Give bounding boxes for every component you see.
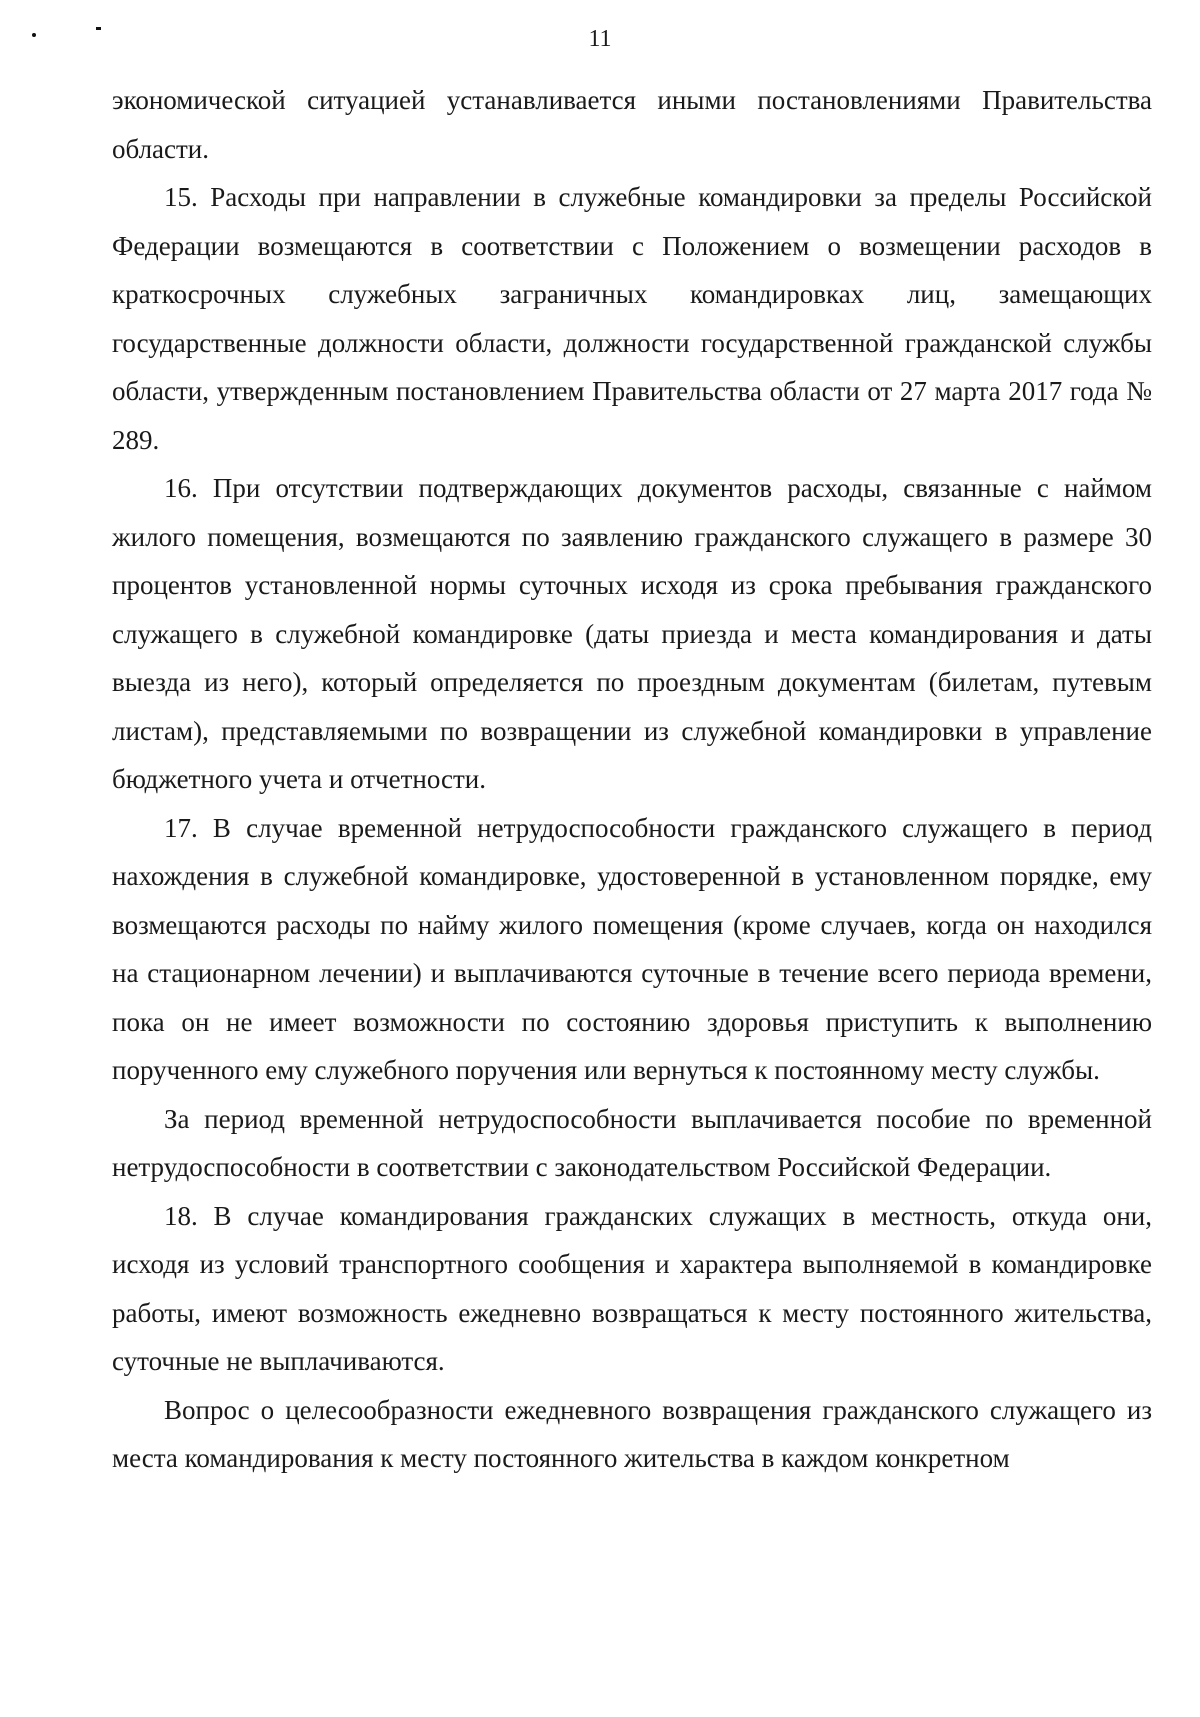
paragraph-18: 18. В случае командирования гражданских служащих в местность, откуда они, исходя из условий транспортного сообщения и характера выполняемой в командировке работы, имеют возможность ежедневно возвращаться к месту постоянного жительства, суточные не выплачиваются. <box>112 1200 1152 1376</box>
paragraph-16: 16. При отсутствии подтверждающих документов расходы, связанные с наймом жилого помещения, возмещаются по заявлению гражданского служащего в размере 30 процентов установленной нормы суточных исходя из срока пребывания гражданского служащего в служебной командировке (даты приезда и места командирования и даты выезда из него), который определяется по проездным документам (билетам, путевым листам), представляемыми по возвращении из служебной командировки в управление бюджетного учета и отчетности. <box>112 473 1152 794</box>
paragraph-15: 15. Расходы при направлении в служебные командировки за пределы Российской Федерации возмещаются в соответствии с Положением о возмещении расходов в краткосрочных служебных заграничных командировках лиц, замещающих государственные должности области, должности государственной гражданской службы области, утвержденным постановлением Правительства области от 27 марта 2017 года № 289. <box>112 182 1152 455</box>
document-body <box>112 76 1152 1483</box>
paragraph-17-sickness-allowance: За период временной нетрудоспособности выплачивается пособие по временной нетрудоспособности в соответствии с законодательством Российской Федерации. <box>112 1103 1152 1182</box>
paragraph-17: 17. В случае временной нетрудоспособности гражданского служащего в период нахождения в служебной командировке, удостоверенной в установленном порядке, ему возмещаются расходы по найму жилого помещения (кроме случаев, когда он находился на стационарном лечении) и выплачиваются суточные в течение всего периода времени, пока он не имеет возможности по состоянию здоровья приступить к выполнению порученного ему служебного поручения или вернуться к постоянному месту службы. <box>112 812 1152 1085</box>
paragraph-18-daily-return: Вопрос о целесообразности ежедневного возвращения гражданского служащего из места командирования к месту постоянного жительства в каждом конкретном <box>112 1394 1152 1473</box>
page-number: 11 <box>588 26 612 52</box>
paragraph-continuation: экономической ситуацией устанавливается иными постановлениями Правительства области. <box>112 85 1152 164</box>
